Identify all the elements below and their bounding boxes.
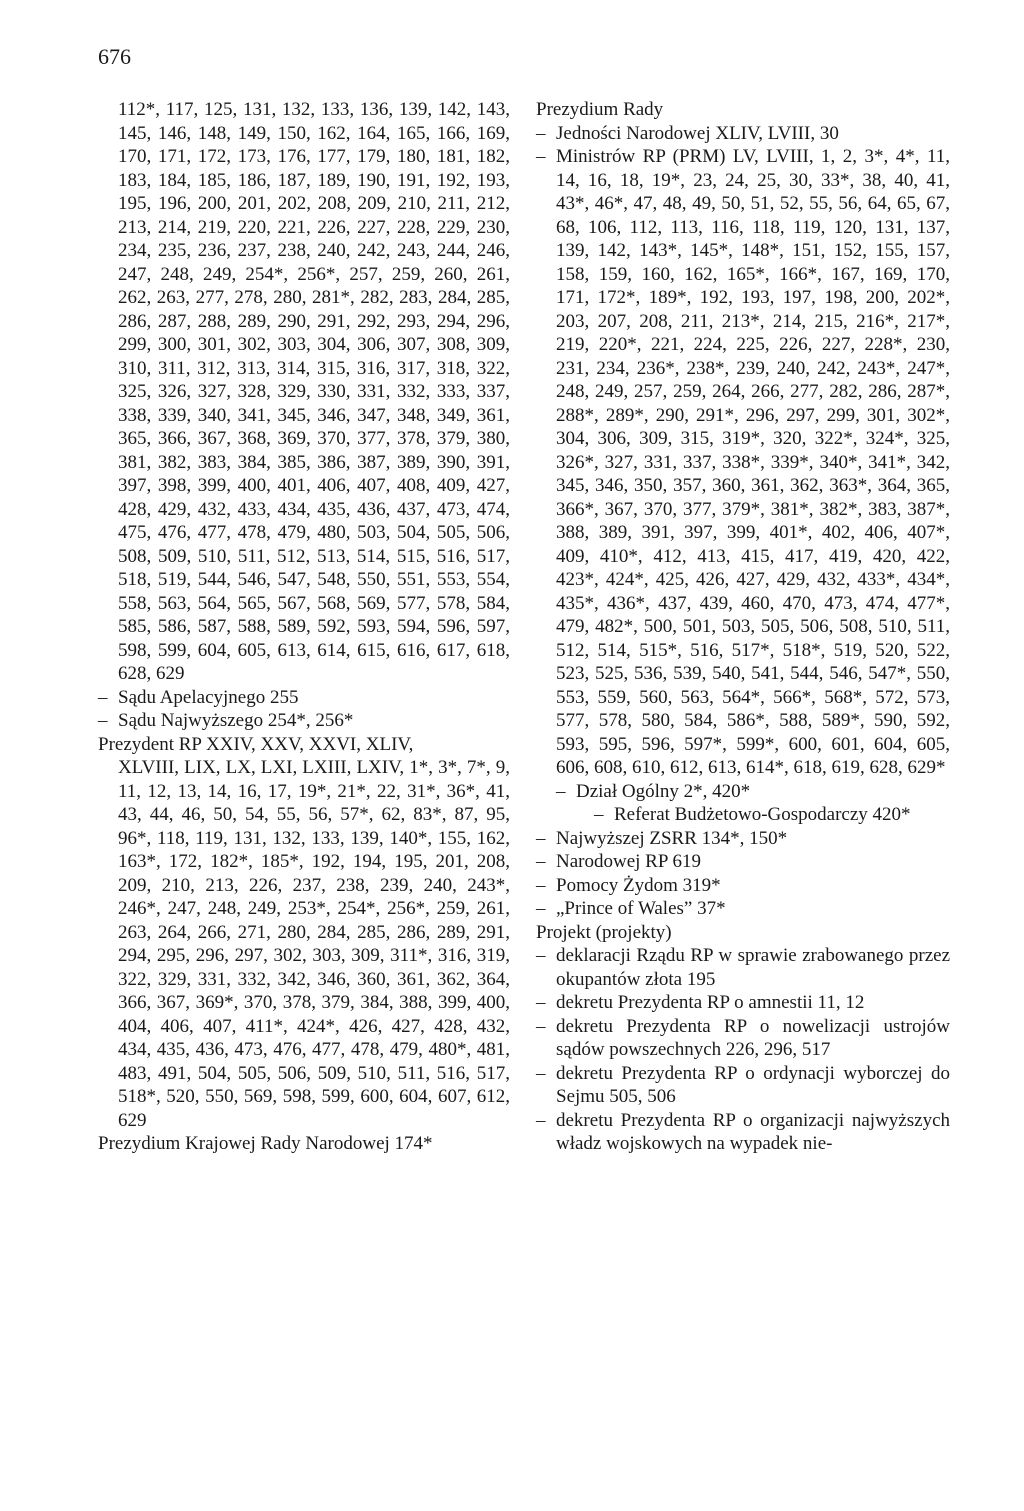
index-subsubsubentry: – Referat Budżetowo-Gospodarczy 420* — [536, 803, 950, 827]
index-continuation: 112*, 117, 125, 131, 132, 133, 136, 139, 142, 143, 145, 146, 148, 149, 150, 162, 164, 165, 166, 169, 170, 171, 172, 173, 176, 177, 179, 180, 181, 182, 183, 184, 185, 186, 187, 189, 190, 191, 192, 193, 195, 196, 200, 201, 202, 208, 209, 210, 211, 212, 213, 214, 219, 220, 221, 226, 227, 228, 229, 230, 234, 235, 236, 237, 238, 240, 242, 243, 244, 246, 247, 248, 249, 254*, 256*, 257, 259, 260, 261, 262, 263, 277, 278, 280, 281*, 282, 283, 284, 285, 286, 287, 288, 289, 290, 291, 292, 293, 294, 296, 299, 300, 301, 302, 303, 304, 306, 307, 308, 309, 310, 311, 312, 313, 314, 315, 316, 317, 318, 322, 325, 326, 327, 328, 329, 330, 331, 332, 333, 337, 338, 339, 340, 341, 345, 346, 347, 348, 349, 361, 365, 366, 367, 368, 369, 370, 377, 378, 379, 380, 381, 382, 383, 384, 385, 386, 387, 389, 390, 391, 397, 398, 399, 400, 401, 406, 407, 408, 409, 427, 428, 429, 432, 433, 434, 435, 436, 437, 473, 474, 475, 476, 477, 478, 479, 480, 503, 504, 505, 506, 508, 509, 510, 511, 512, 513, 514, 515, 516, 517, 518, 519, 544, 546, 547, 548, 550, 551, 553, 554, 558, 563, 564, 565, 567, 568, 569, 577, 578, 584, 585, 586, 587, 588, 589, 592, 593, 594, 596, 597, 598, 599, 604, 605, 613, 614, 615, 616, 617, 618, 628, 629 — [118, 99, 510, 684]
index-subentry: – dekretu Prezydenta RP o nowelizacji ustrojów sądów powszechnych 226, 296, 517 — [536, 1015, 950, 1062]
index-subentry: – Ministrów RP (PRM) LV, LVIII, 1, 2, 3*, 4*, 11, 14, 16, 18, 19*, 23, 24, 25, 30, 33*, 38, 40, 41, 43*, 46*, 47, 48, 49, 50, 51, 52, 55, 56, 64, 65, 67, 68, 106, 112, 113, 116, 118, 119, 120, 131, 137, 139, 142, 143*, 145*, 148*, 151, 152, 155, 157, 158, 159, 160, 162, 165*, 166*, 167, 169, 170, 171, 172*, 189*, 192, 193, 197, 198, 200, 202*, 203, 207, 208, 211, 213*, 214, 215, 216*, 217*, 219, 220*, 221, 224, 225, 226, 227, 228*, 230, 231, 234, 236*, 238*, 239, 240, 242, 243*, 247*, 248, 249, 257, 259, 264, 266, 277, 282, 286, 287*, 288*, 289*, 290, 291*, 296, 297, 299, 301, 302*, 304, 306, 309, 315, 319*, 320, 322*, 324*, 325, 326*, 327, 331, 337, 338*, 339*, 340*, 341*, 342, 345, 346, 350, 357, 360, 361, 362, 363*, 364, 365, 366*, 367, 370, 377, 379*, 381*, 382*, 383, 387*, 388, 389, 391, 397, 399, 401*, 402, 406, 407*, 409, 410*, 412, 413, 415, 417, 419, 420, 422, 423*, 424*, 425, 426, 427, 429, 432, 433*, 434*, 435*, 436*, 437, 439, 460, 470, 473, 474, 477*, 479, 482*, 500, 501, 503, 505, 506, 508, 510, 511, 512, 514, 515*, 516, 517*, 518*, 519, 520, 522, 523, 525, 536, 539, 540, 541, 544, 546, 547*, 550, 553, 559, 560, 563, 564*, 566*, 568*, 572, 573, 577, 578, 580, 584, 586*, 588, 589*, 590, 592, 593, 595, 596, 597*, 599*, 600, 601, 604, 605, 606, 608, 610, 612, 613, 614*, 618, 619, 628, 629* — [536, 145, 950, 780]
index-subentry: – Pomocy Żydom 319* — [536, 874, 950, 898]
index-subentry: – Sądu Najwyższego 254*, 256* — [98, 709, 510, 733]
index-column-right — [536, 98, 950, 1156]
index-subentry: – Narodowej RP 619 — [536, 850, 950, 874]
index-entry: Prezydium Krajowej Rady Narodowej 174* — [98, 1133, 433, 1154]
index-column-left — [98, 98, 510, 1156]
index-subentry: – dekretu Prezydenta RP o ordynacji wyborczej do Sejmu 505, 506 — [536, 1062, 950, 1109]
index-subentry: – Jedności Narodowej XLIV, LVIII, 30 — [536, 122, 950, 146]
index-entry: Projekt (projekty) — [536, 921, 672, 943]
page-number: 676 — [98, 44, 131, 69]
index-entry-continuation: XLVIII, LIX, LX, LXI, LXIII, LXIV, 1*, 3*, 7*, 9, 11, 12, 13, 14, 16, 17, 19*, 21*, 22, 31*, 36*, 41, 43, 44, 46, 50, 54, 55, 56, 57*, 62, 83*, 87, 95, 96*, 118, 119, 131, 132, 133, 139, 140*, 155, 162, 163*, 172, 182*, 185*, 192, 194, 195, 201, 208, 209, 210, 213, 226, 237, 238, 239, 240, 243*, 246*, 247, 248, 249, 253*, 254*, 256*, 259, 261, 263, 264, 266, 271, 280, 284, 285, 286, 289, 291, 294, 295, 296, 297, 302, 303, 309, 311*, 316, 319, 322, 329, 331, 332, 342, 346, 360, 361, 362, 364, 366, 367, 369*, 370, 378, 379, 384, 388, 399, 400, 404, 406, 407, 411*, 424*, 426, 427, 428, 432, 434, 435, 436, 473, 476, 477, 478, 479, 480*, 481, 483, 491, 504, 505, 506, 509, 510, 511, 516, 517, 518*, 520, 550, 569, 598, 599, 600, 604, 607, 612, 629 — [118, 757, 510, 1131]
index-subentry: – Sądu Apelacyjnego 255 — [98, 686, 510, 710]
index-subentry: – dekretu Prezydenta RP o organizacji najwyższych władz wojskowych na wypadek nie- — [536, 1109, 950, 1156]
index-subsubentry: – Dział Ogólny 2*, 420* — [536, 780, 950, 804]
index-subentry: – deklaracji Rządu RP w sprawie zrabowanego przez okupantów złota 195 — [536, 944, 950, 991]
index-entry-head: Prezydent RP XXIV, XXV, XXVI, XLIV, — [98, 733, 414, 755]
index-subentry: – dekretu Prezydenta RP o amnestii 11, 12 — [536, 991, 950, 1015]
index-entry: Prezydium Rady — [536, 99, 664, 120]
index-subentry: – „Prince of Wales” 37* — [536, 897, 950, 921]
index-subentry: – Najwyższej ZSRR 134*, 150* — [536, 827, 950, 851]
